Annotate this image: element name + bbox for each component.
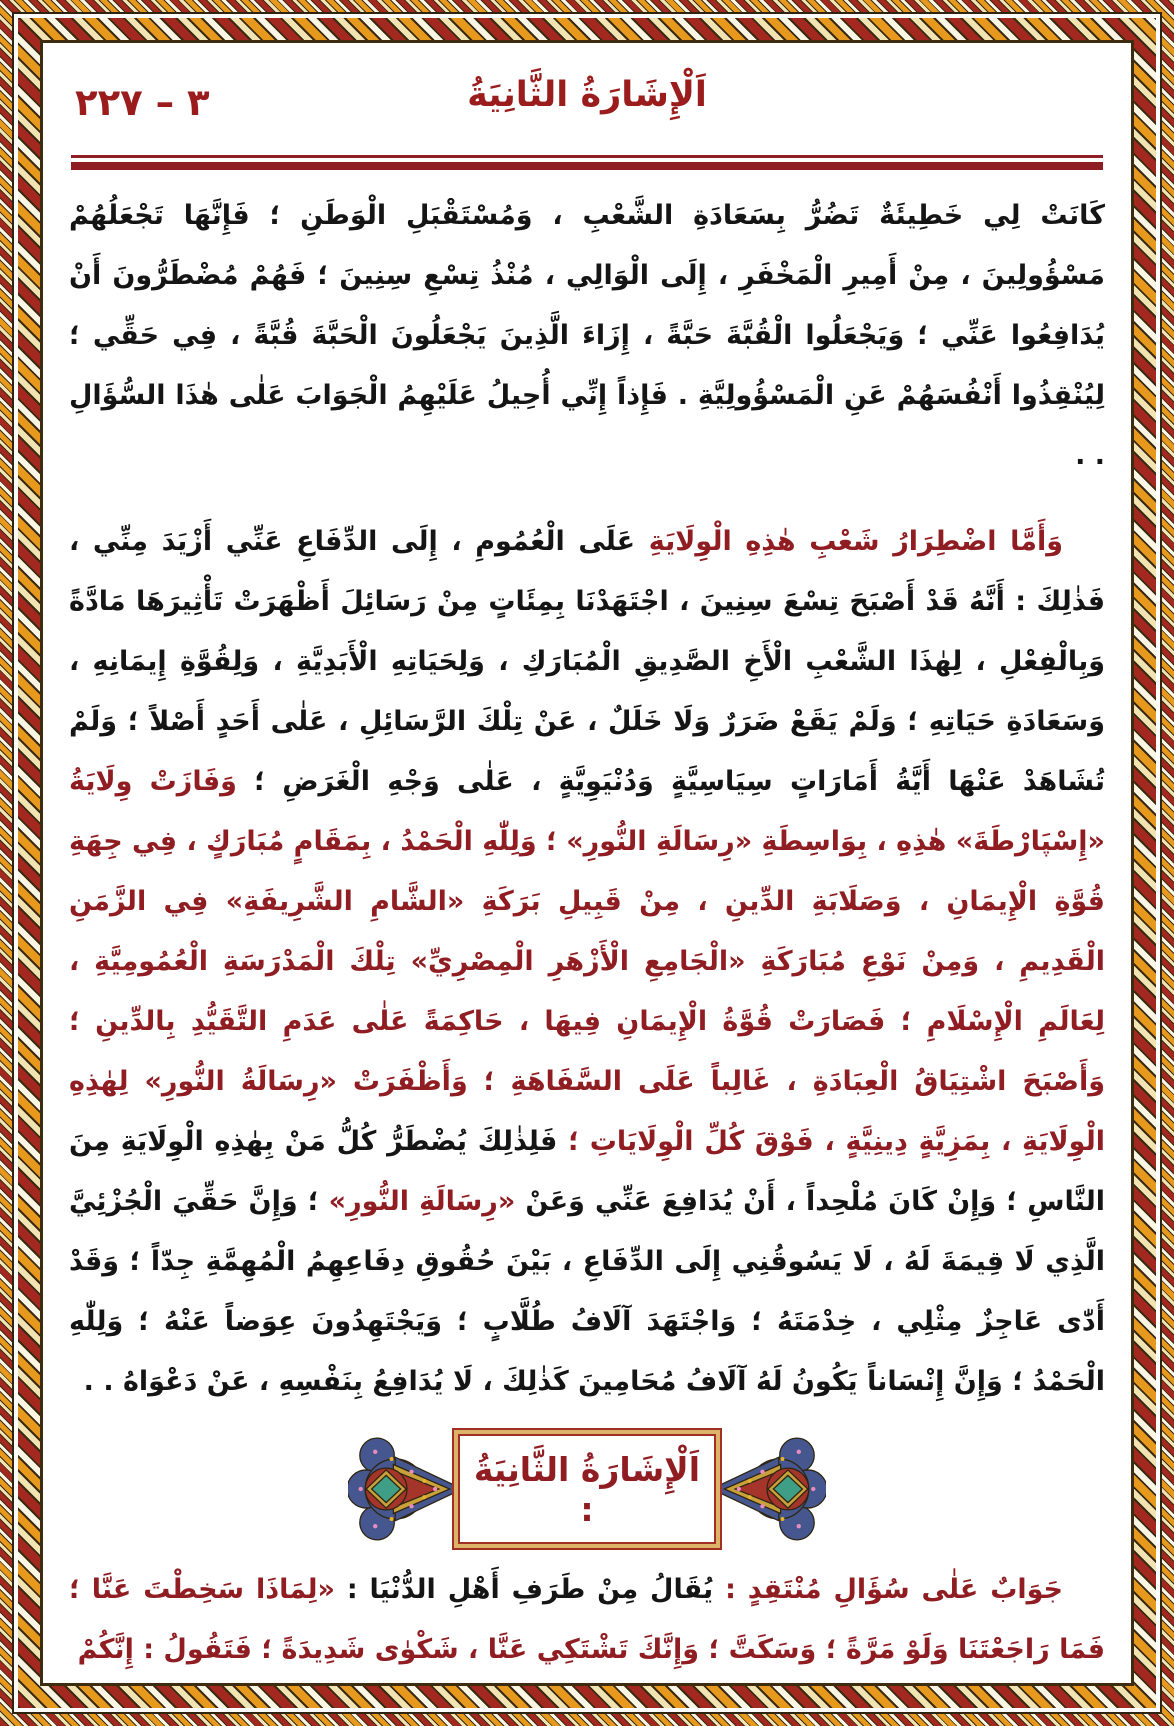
paragraph-3 [69,1560,1105,1680]
paragraph-2 [69,512,1105,1412]
text-segment: عَلَى الْعُمُومِ ، إِلَى الدِّفَاعِ عَنِّي أَزْيَدَ مِنِّي ، فَذٰلِكَ : أَنَّهُ قَدْ أَصْبَحَ تِسْعَ سِنِينَ ، اجْتَهَدْنَا بِمِئَاتٍ مِنْ رَسَائِلَ أَظْهَرَتْ تَأْثِيرَهَا مَادَّةً وَبِالْفِعْلِ ، لِهٰذَا الشَّعْبِ الْأَخِ الصَّدِيقِ الْمُبَارَكِ ، وَلِحَيَاتِهِ الْأَبَدِيَّةِ ، وَلِقُوَّةِ إِيمَانِهِ ، وَسَعَادَةِ حَيَاتِهِ ؛ وَلَمْ يَقَعْ ضَرَرٌ وَلَا خَلَلٌ ، عَنْ تِلْكَ الرَّسَائِلِ ، عَلٰى أَحَدٍ أَصْلاً ؛ وَلَمْ تُشَاهَدْ عَنْهَا أَيَّةُ أَمَارَاتٍ سِيَاسِيَّةٍ وَدُنْيَوِيَّةٍ ، عَلٰى وَجْهِ الْغَرَضِ ؛ [69,526,1105,797]
paragraph-1 [69,186,1105,486]
text-segment: وَأَمَّا اضْطِرَارُ شَعْبِ هٰذِهِ الْوِلَايَةِ [635,526,1064,557]
text-segment: فَلِذٰلِكَ يُضْطَرُّ كُلُّ مَنْ بِهٰذِهِ الْوِلَايَةِ مِنَ النَّاسِ ؛ وَإِنْ كَانَ مُلْحِداً ، أَنْ يُدَافِعَ عَنِّي وَعَنْ [69,1126,1106,1217]
header-divider-rule [71,155,1103,170]
text-segment: «رِسَالَةِ النُّورِ» [328,1186,516,1217]
text-segment: جَوَابٌ عَلٰى سُؤَالِ مُنْتَقِدٍ : [713,1574,1063,1605]
section-title: اَلْإِشَارَةُ الثَّانِيَةُ : [473,1450,701,1529]
ornament-right-wing [348,1431,466,1547]
page-content-area [40,40,1134,1686]
text-segment: كَانَتْ لِي خَطِيئَةٌ تَضُرُّ بِسَعَادَةِ الشَّعْبِ ، وَمُسْتَقْبَلِ الْوَطَنِ ؛ فَإِنَّهَا تَجْعَلُهُمْ مَسْؤُولِينَ ، مِنْ أَمِيرِ الْمَخْفَرِ ، إِلَى الْوَالِي ، مُنْذُ تِسْعِ سِنِينَ ؛ فَهُمْ مُضْطَرُّونَ أَنْ يُدَافِعُوا عَنِّي ؛ وَيَجْعَلُوا الْقُبَّةَ حَبَّةً ، إِزَاءَ الَّذِينَ يَجْعَلُونَ الْحَبَّةَ قُبَّةً ، فِي حَقِّي ؛ لِيُنْقِذُوا أَنْفُسَهُمْ عَنِ الْمَسْؤُولِيَّةِ . فَإِذاً إِنِّي أُحِيلُ عَلَيْهِمُ الْجَوَابَ عَلٰى هٰذَا السُّؤَالِ . . [69,200,1105,471]
body-text [69,186,1105,1680]
text-segment: يُقَالُ مِنْ طَرَفِ أَهْلِ الدُّنْيَا : [334,1574,714,1605]
footer-spacer [69,1680,1105,1684]
page-header [69,53,1105,145]
text-segment: ؛ وَإِنَّ حَقِّيَ الْجُزْئِيَّ الَّذِي لَا قِيمَةَ لَهُ ، لَا يَسُوقُنِي إِلَى الدِّفَاعِ ، بَيْنَ حُقُوقِ دِفَاعِهِمُ الْمُهِمَّةِ جِدّاً ؛ وَقَدْ أَدّٰى عَاجِزٌ مِثْلِي ، خِدْمَتَهُ ؛ وَاجْتَهَدَ آلَافُ طُلَّابٍ ؛ وَيَجْتَهِدُونَ عِوَضاً عَنْهُ ؛ وَلِلّٰهِ الْحَمْدُ ؛ وَإِنَّ إِنْسَاناً يَكُونُ لَهُ آلَافُ مُحَامِينَ كَذٰلِكَ ، لَا يُدَافِعُ بِنَفْسِهِ ، عَنْ دَعْوَاهُ . . [69,1186,1105,1397]
section-ornament [69,1428,1105,1550]
border-hairline [12,12,1162,1714]
page-title: اَلْإِشَارَةُ الثَّانِيَةُ [467,75,707,115]
section-title-box [452,1428,722,1549]
ornament-left-wing [708,1431,826,1547]
text-segment: وَفَازَتْ وِلَايَةُ «إِسْپَارْطَةَ» هٰذِهِ ، بِوَاسِطَةِ «رِسَالَةِ النُّورِ» ؛ وَلِلّٰهِ الْحَمْدُ ، بِمَقَامٍ مُبَارَكٍ ، فِي جِهَةِ قُوَّةِ الْإِيمَانِ ، وَصَلَابَةِ الدِّينِ ، مِنْ قَبِيلِ بَرَكَةِ «الشَّامِ الشَّرِيفَةِ» فِي الزَّمَنِ الْقَدِيمِ ، وَمِنْ نَوْعِ مُبَارَكَةِ «الْجَامِعِ الْأَزْهَرِ الْمِصْرِيِّ» تِلْكَ الْمَدْرَسَةِ الْعُمُومِيَّةِ ، لِعَالَمِ الْإِسْلَامِ ؛ فَصَارَتْ قُوَّةُ الْإِيمَانِ فِيهَا ، حَاكِمَةً عَلٰى عَدَمِ التَّقَيُّدِ بِالدِّينِ ؛ وَأَصْبَحَ اشْتِيَاقُ الْعِبَادَةِ ، غَالِباً عَلَى السَّفَاهَةِ ؛ وَأَظْفَرَتْ «رِسَالَةُ النُّورِ» لِهٰذِهِ الْوِلَايَةِ ، بِمَزِيَّةٍ دِينِيَّةٍ ، فَوْقَ كُلِّ الْوِلَايَاتِ ؛ [69,766,1105,1157]
chain-pattern-border [18,18,1156,1708]
page-number: ٣ – ٢٢٧ [75,81,210,124]
text-segment: «لِمَاذَا سَخِطْتَ عَنَّا ؛ فَمَا رَاجَعْتَنَا وَلَوْ مَرَّةً ؛ وَسَكَتَّ ؛ وَإِنَّكَ تَشْتَكِي عَنَّا ، شَكْوٰى شَدِيدَةً ؛ فَتَقُولُ : إِنَّكُمْ [69,1574,1105,1665]
